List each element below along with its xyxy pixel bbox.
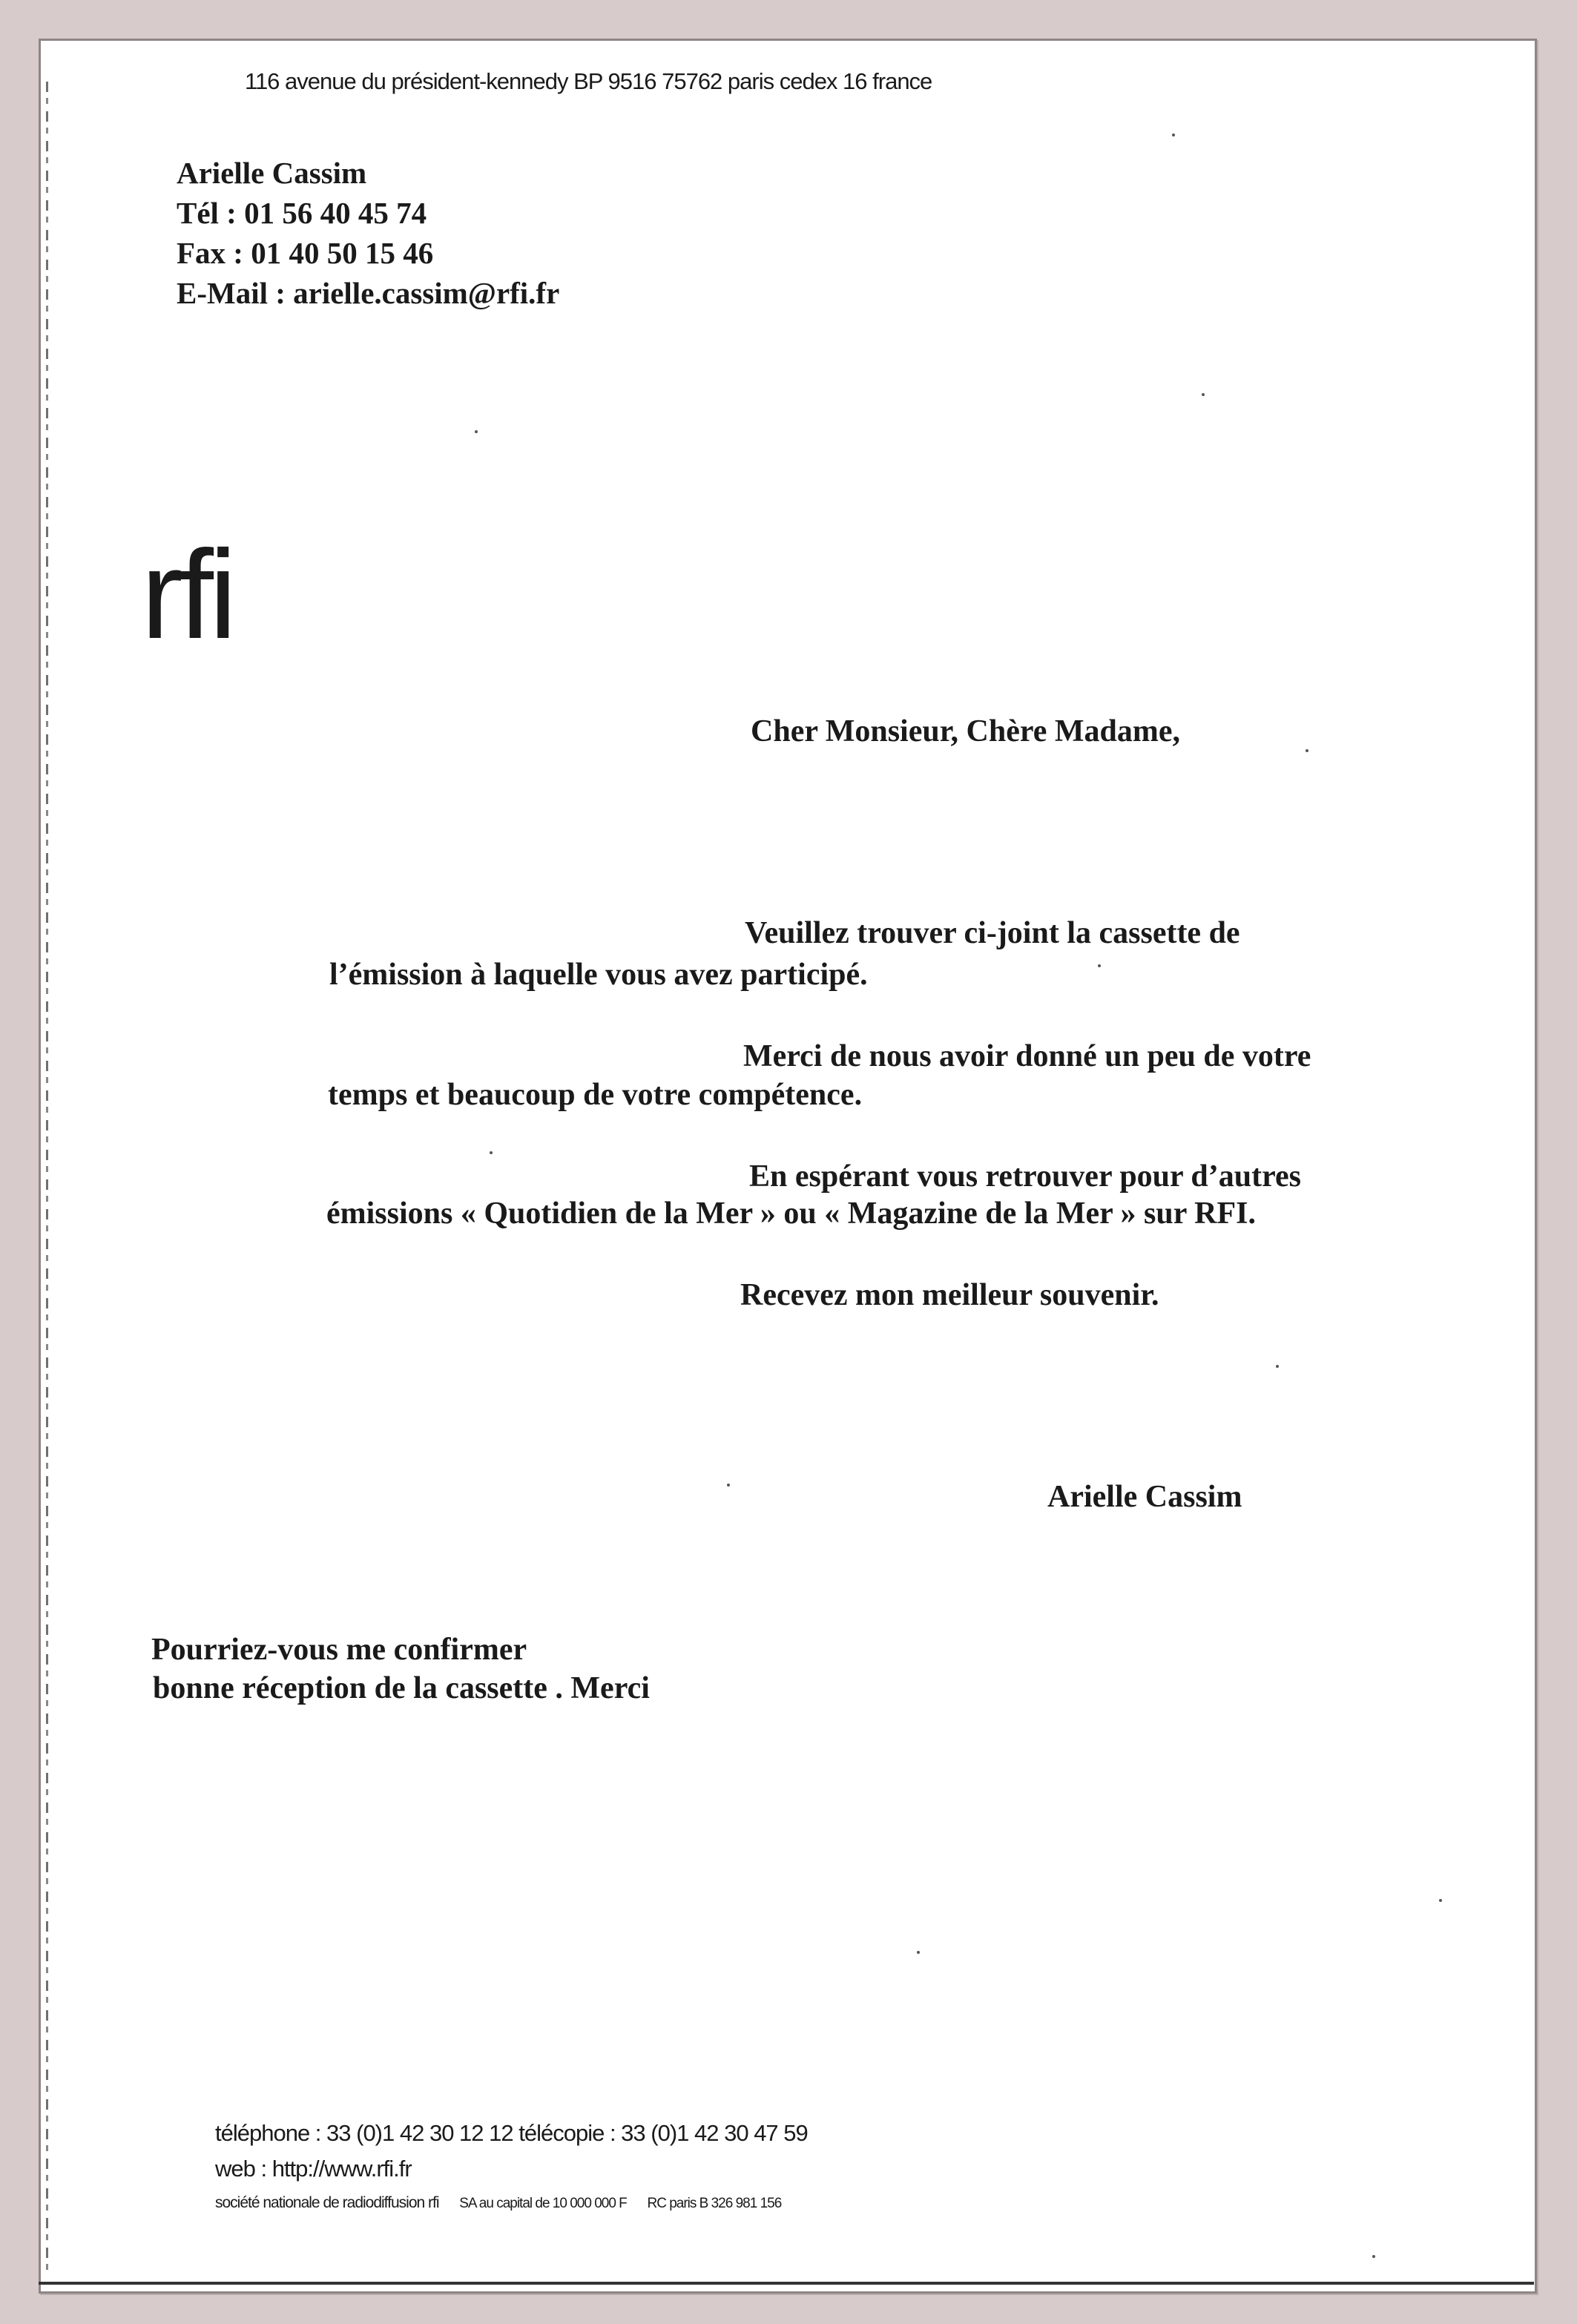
signature: Arielle Cassim <box>1047 1480 1242 1514</box>
footer-legal <box>215 2194 781 2212</box>
scan-speck <box>1439 1899 1442 1902</box>
letterhead-address: 116 avenue du président-kennedy BP 9516 75762 paris cedex 16 france <box>245 68 932 94</box>
rfi-logo <box>141 519 282 645</box>
paragraph-3-line-1: En espérant vous retrouver pour d’autres <box>749 1159 1301 1194</box>
scan-edge <box>46 82 48 2277</box>
footer-phones: téléphone : 33 (0)1 42 30 12 12 télécopie : 33 (0)1 42 30 47 59 <box>215 2120 808 2146</box>
paragraph-2-line-1: Merci de nous avoir donné un peu de votre <box>743 1039 1311 1073</box>
scan-speck <box>490 1151 493 1154</box>
contact-tel: Tél : 01 56 40 45 74 <box>177 196 427 230</box>
scan-speck <box>1306 749 1308 752</box>
scan-speck <box>1372 2255 1375 2258</box>
scan-speck <box>1202 393 1205 396</box>
paragraph-3-line-2: émissions « Quotidien de la Mer » ou « Magazine de la Mer » sur RFI. <box>326 1196 1256 1231</box>
postscript-line-2: bonne réception de la cassette . Merci <box>153 1671 650 1705</box>
footer-capital: SA au capital de 10 000 000 F <box>459 2196 627 2211</box>
closing: Recevez mon meilleur souvenir. <box>740 1278 1159 1312</box>
contact-email: E-Mail : arielle.cassim@rfi.fr <box>177 276 560 310</box>
contact-block <box>177 153 559 313</box>
scan-speck <box>1098 964 1101 967</box>
contact-name: Arielle Cassim <box>177 156 367 190</box>
bottom-rule <box>39 2282 1534 2285</box>
footer-company: société nationale de radiodiffusion rfi <box>215 2194 439 2211</box>
scan-speck <box>1276 1365 1279 1368</box>
contact-fax: Fax : 01 40 50 15 46 <box>177 236 434 270</box>
scan-speck <box>1172 134 1175 136</box>
scan-speck <box>475 430 478 433</box>
paragraph-1-line-2: l’émission à laquelle vous avez participé. <box>329 958 868 992</box>
rfi-logo-text: rfi <box>141 524 233 645</box>
footer-rc: RC paris B 326 981 156 <box>647 2196 782 2211</box>
scan-speck <box>917 1951 920 1954</box>
salutation: Cher Monsieur, Chère Madame, <box>751 714 1180 748</box>
footer-web: web : http://www.rfi.fr <box>215 2156 412 2182</box>
paragraph-2-line-2: temps et beaucoup de votre compétence. <box>328 1078 863 1112</box>
scan-speck <box>727 1484 730 1487</box>
paragraph-1-line-1: Veuillez trouver ci-joint la cassette de <box>745 916 1240 950</box>
postscript-line-1: Pourriez-vous me confirmer <box>151 1633 527 1667</box>
